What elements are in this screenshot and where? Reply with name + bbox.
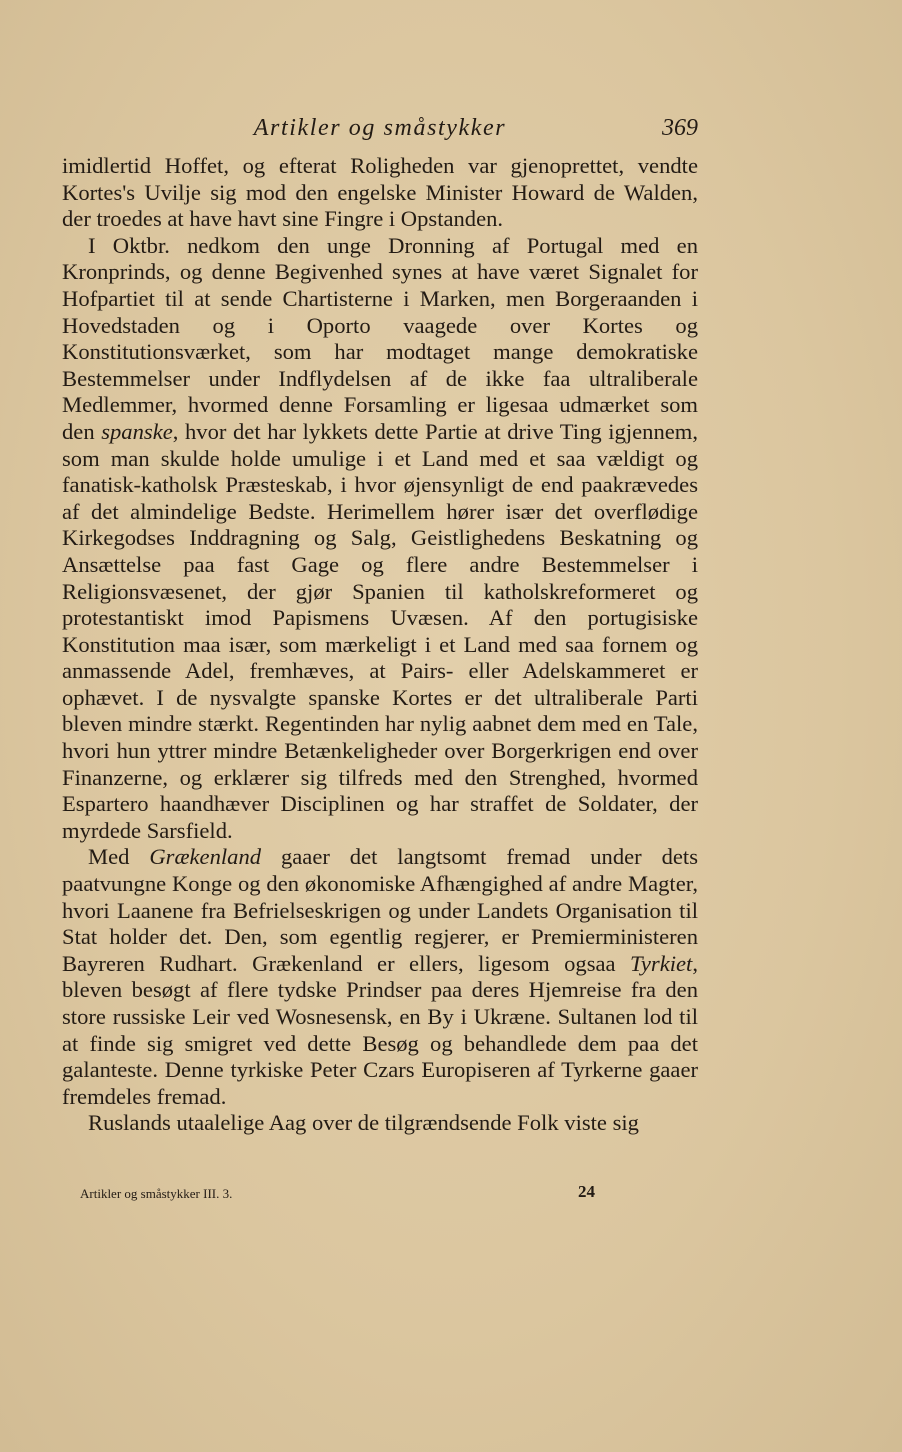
text-segment: Ruslands utaalelige Aag over de tilgrændsende Folk viste sig xyxy=(88,1110,639,1136)
paragraph xyxy=(62,153,698,233)
running-title: Artikler og småstykker xyxy=(253,115,507,141)
text-segment: gaaer det langtsomt fremad under dets paatvungne Konge og den økonomiske Afhængighed af andre Magter, hvori Laanene fra Befrielseskrigen og under Landets Organisation til Stat holder det. Den, som egentlig regjerer, er Premierministeren Bayreren Rudhart. Grækenland er ellers, ligesom ogsaa xyxy=(62,844,698,976)
text-segment: , hvor det har lykkets dette Partie at drive Ting igjennem, som man skulde holde umulige i et Land med et saa vældigt og fanatisk-katholsk Præsteskab, i hvor øjensynligt de end paakrævedes af det almindelige Bedste. Herimellem hører især det overflødige Kirkegodses Inddragning og Salg, Geistlighedens Beskatning og Ansættelse paa fast Gage og flere andre Bestemmelser i Religionsvæsenet, der gjør Spanien til katholskreformeret og protestantiskt imod Papismens Uvæsen. Af den portugisiske Konstitution maa især, som mærkeligt i et Land med saa fornem og anmassende Adel, fremhæves, at Pairs- eller Adelskammeret er ophævet. I de nysvalgte spanske Kortes er det ultraliberale Parti bleven mindre stærkt. Regentinden har nylig aabnet dem med en Tale, hvori hun yttrer mindre Betænkeligheder over Borgerkrigen end over Finanzerne, og erklærer sig tilfreds med den Strenghed, hvormed Espartero haandhæver Disciplinen og har straffet de Soldater, der myrdede Sarsfield. xyxy=(62,418,698,843)
page-footer xyxy=(80,1182,640,1206)
text-segment: imidlertid Hoffet, og efterat Roligheden var gjenoprettet, vendte Kortes's Uvilje sig mod den engelske Minister Howard de Walden, der troedes at have havt sine Fingre i Opstanden. xyxy=(62,153,698,232)
sheet-number: 24 xyxy=(578,1182,595,1201)
page-number: 369 xyxy=(662,115,698,141)
emphasized-text: Grækenland xyxy=(149,844,262,870)
body-text xyxy=(62,153,698,1137)
text-segment: Med xyxy=(88,844,150,870)
emphasized-text: Tyrkiet xyxy=(630,950,693,976)
emphasized-text: spanske xyxy=(101,418,173,444)
signature-mark: Artikler og småstykker III. 3. xyxy=(80,1186,233,1201)
paragraph xyxy=(62,844,698,1110)
text-segment: , bleven besøgt af flere tydske Prindser paa deres Hjemreise fra den store russiske Leir ved Wosnesensk, en By i Ukræne. Sultanen lod til at finde sig smigret ved dette Besøg og behandlede dem paa det galanteste. Denne tyrkiske Peter Czars Europiseren af Tyrkerne gaaer fremdeles fremad. xyxy=(62,950,698,1109)
paragraph xyxy=(62,233,698,845)
text-segment: I Oktbr. nedkom den unge Dronning af Portugal med en Kronprinds, og denne Begivenhed synes at have været Signalet for Hofpartiet til at sende Chartisterne i Marken, men Borgeraanden i Hovedstaden og i Oporto vaagede over Kortes og Konstitutionsværket, som har modtaget mange demokratiske Bestemmelser under Indflydelsen af de ikke faa ultraliberale Medlemmer, hvormed denne Forsamling er ligesaa udmærket som den xyxy=(62,232,698,444)
paragraph xyxy=(62,1110,698,1137)
page-header xyxy=(62,108,698,148)
